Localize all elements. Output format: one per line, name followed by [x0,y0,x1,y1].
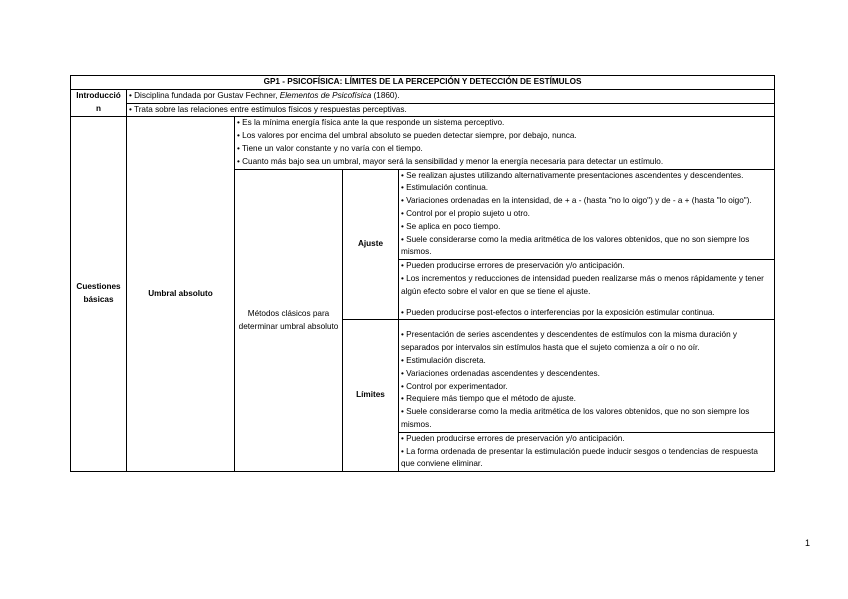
book-title: Elementos de Psicofísica [279,90,372,100]
intro-line-1: • Disciplina fundada por Gustav Fechner, Elementos de Psicofísica (1860). [127,89,775,103]
table-title: GP1 - PSICOFÍSICA: LÍMITES DE LA PERCEPCIÓN Y DETECCIÓN DE ESTÍMULOS [71,76,775,90]
spacer [401,299,772,307]
summary-table [70,75,775,472]
ajuste-feature: • Estimulación continua. [401,183,489,193]
page-number: 1 [805,538,811,548]
ajuste-last: • Pueden producirse post-efectos o interferencias por la exposición estimular continua. [401,307,715,317]
ajuste-feature: • Se realizan ajustes utilizando alternativamente presentaciones ascendentes y descendentes. [401,170,744,180]
intro-line-2: • Trata sobre las relaciones entre estímulos físicos y respuestas perceptivas. [127,103,775,117]
limites-feature: • Presentación de series ascendentes y descendentes de estímulos con la misma duración y separados por intervalos sin estímulos hasta que el sujeto comienza a oír o no oír. [401,330,738,353]
ajuste-label: Ajuste [343,169,399,320]
intro-label-b: n [95,104,101,114]
intro-label-a: Introducció [76,91,121,101]
limites-errors-cell [399,432,775,471]
limites-feature: • Suele considerarse como la media aritmética de los valores obtenidos, que no son siempre los mismos. [401,407,750,429]
ajuste-features-cell [399,169,775,260]
umbral-bullet: • Es la mínima energía física ante la que responde un sistema perceptivo. [237,118,505,128]
metodos-label: Métodos clásicos para determinar umbral absoluto [235,169,343,472]
limites-feature: • Variaciones ordenadas ascendentes y descendentes. [401,368,600,378]
ajuste-error: • Pueden producirse errores de preservación y/o anticipación. [401,261,625,271]
limites-features-cell [399,320,775,432]
ajuste-error: • Los incrementos y reducciones de intensidad pueden realizarse más o menos rápidamente y tener algún efecto sobre el valor en que se tiene el ajuste. [401,273,764,296]
umbral-bullet: • Tiene un valor constante y no varía con el tiempo. [237,143,423,153]
umbral-definition-cell [235,117,775,169]
umbral-label: Umbral absoluto [127,117,235,472]
ajuste-feature: • Se aplica en poco tiempo. [401,221,501,231]
cuestiones-label: Cuestiones básicas [71,117,127,472]
limites-feature: • Requiere más tiempo que el método de ajuste. [401,394,576,404]
ajuste-errors-cell [399,260,775,320]
umbral-bullet: • Cuanto más bajo sea un umbral, mayor será la sensibilidad y menor la energía necesaria para detectar un estímulo. [237,156,664,166]
limites-label: Límites [343,320,399,472]
ajuste-feature: • Suele considerarse como la media aritmética de los valores obtenidos, que no son siempre los mismos. [401,234,750,257]
ajuste-feature: • Variaciones ordenadas en la intensidad, de + a - (hasta "no lo oigo") y de - a + (hasta "lo oigo"). [401,196,752,206]
ajuste-feature: • Control por el propio sujeto u otro. [401,208,530,218]
limites-feature: • Estimulación discreta. [401,355,486,365]
limites-error: • La forma ordenada de presentar la estimulación puede inducir sesgos o tendencias de respuesta que conviene eliminar. [401,446,758,469]
limites-error: • Pueden producirse errores de preservación y/o anticipación. [401,433,625,443]
intro-label [71,89,127,117]
limites-feature: • Control por experimentador. [401,381,508,391]
umbral-bullet: • Los valores por encima del umbral absoluto se pueden detectar siempre, por debajo, nunca. [237,131,577,141]
